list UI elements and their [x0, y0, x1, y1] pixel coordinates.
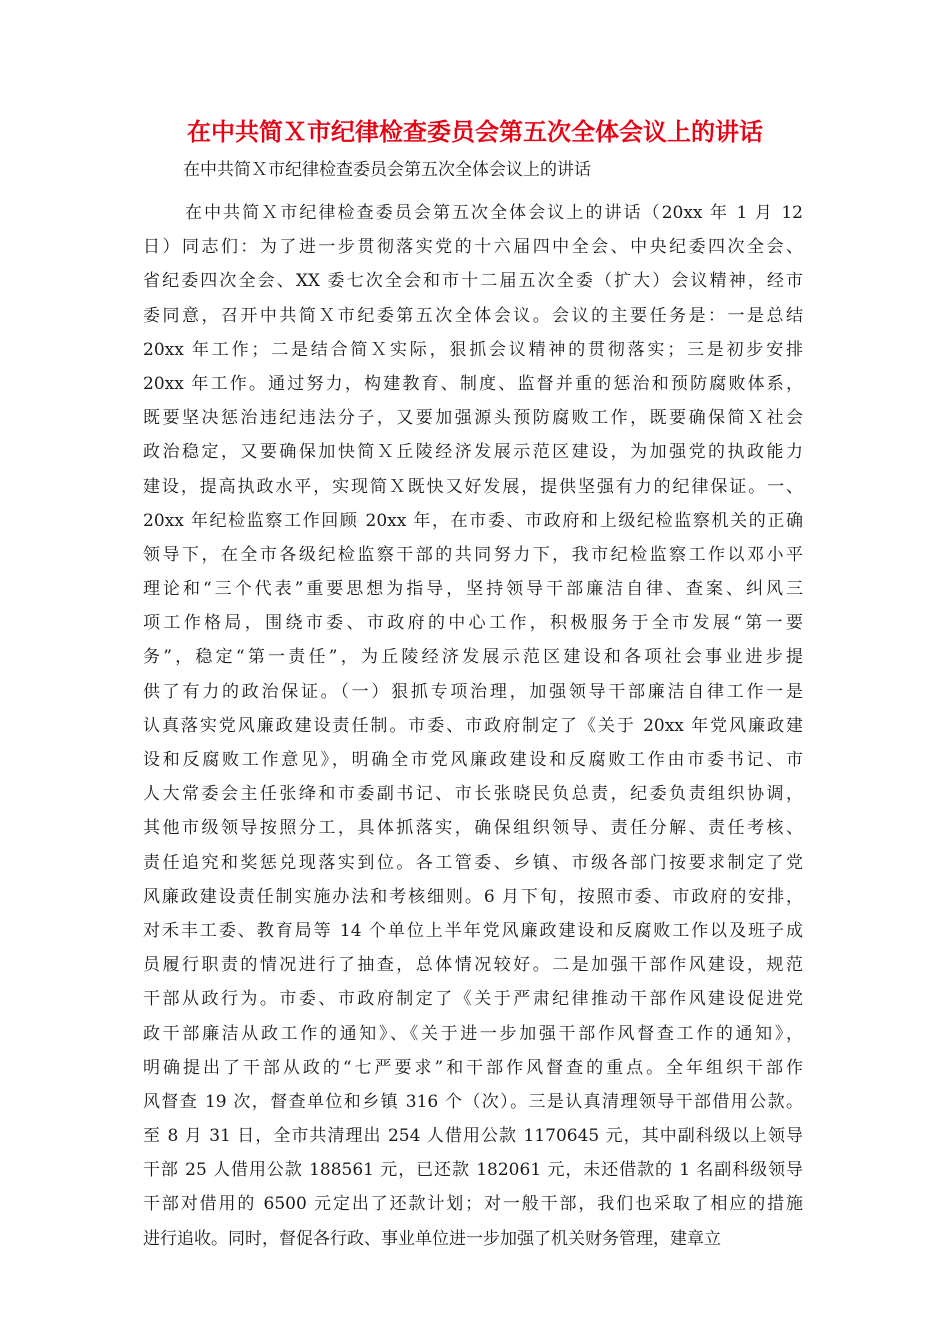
body-line: 20xx 年纪检监察工作回顾 20xx 年，在市委、市政府和上级纪检监察机关的正确 — [143, 510, 803, 531]
body-line: 风督查 19 次，督查单位和乡镇 316 个（次）。三是认真清理领导干部借用公款。 — [143, 1091, 803, 1112]
body-line: 对禾丰工委、教育局等 14 个单位上半年党风廉政建设和反腐败工作以及班子成 — [143, 920, 803, 941]
body-line: 日）同志们：为了进一步贯彻落实党的十六届四中全会、中央纪委四次全会、 — [143, 237, 803, 258]
body-line: 在中共简Ｘ市纪律检查委员会第五次全体会议上的讲话（20xx 年 1 月 12 — [185, 203, 803, 223]
body-line: 干部 25 人借用公款 188561 元，已还款 182061 元，未还借款的 1 名副科级领导 — [143, 1160, 803, 1181]
body-line: 省纪委四次全会、XX 委七次全会和市十二届五次全委（扩大）会议精神，经市 — [143, 271, 803, 292]
body-line: 政治稳定，又要确保加快简Ｘ丘陵经济发展示范区建设，为加强党的执政能力 — [143, 442, 803, 463]
body-line: 其他市级领导按照分工，具体抓落实，确保组织领导、责任分解、责任考核、 — [143, 818, 803, 839]
body-line: 干部从政行为。市委、市政府制定了《关于严肃纪律推动干部作风建设促进党 — [143, 989, 803, 1010]
document-body — [143, 196, 803, 1256]
document-title: 在中共简Ｘ市纪律检查委员会第五次全体会议上的讲话 — [187, 118, 763, 146]
body-line: 理论和“三个代表”重要思想为指导，坚持领导干部廉洁自律、查案、纠风三 — [143, 579, 803, 600]
body-line: 人大常委会主任张绛和市委副书记、市长张晓民负总责，纪委负责组织协调， — [143, 784, 803, 805]
body-line: 领导下，在全市各级纪检监察干部的共同努力下，我市纪检监察工作以邓小平 — [143, 544, 803, 565]
body-line: 干部对借用的 6500 元定出了还款计划；对一般干部，我们也采取了相应的措施 — [143, 1194, 803, 1215]
body-line: 进行追收。同时，督促各行政、事业单位进一步加强了机关财务管理，建章立 — [143, 1228, 721, 1249]
body-line: 委同意，召开中共简Ｘ市纪委第五次全体会议。会议的主要任务是：一是总结 — [143, 305, 803, 326]
body-line: 风廉政建设责任制实施办法和考核细则。6 月下旬，按照市委、市政府的安排， — [143, 886, 803, 907]
body-line: 员履行职责的情况进行了抽查，总体情况较好。二是加强干部作风建设，规范 — [143, 955, 803, 976]
body-line: 认真落实党风廉政建设责任制。市委、市政府制定了《关于 20xx 年党风廉政建 — [143, 715, 803, 736]
body-line: 既要坚决惩治违纪违法分子，又要加强源头预防腐败工作，既要确保简Ｘ社会 — [143, 408, 803, 429]
body-line: 20xx 年工作。通过努力，构建教育、制度、监督并重的惩治和预防腐败体系， — [143, 373, 803, 394]
document-subtitle: 在中共简Ｘ市纪律检查委员会第五次全体会议上的讲话 — [183, 160, 591, 180]
body-line: 明确提出了干部从政的“七严要求”和干部作风督查的重点。全年组织干部作 — [143, 1057, 803, 1078]
body-line: 供了有力的政治保证。（一）狠抓专项治理，加强领导干部廉洁自律工作一是 — [143, 681, 803, 702]
body-line: 建设，提高执政水平，实现简Ｘ既快又好发展，提供坚强有力的纪律保证。一、 — [143, 476, 803, 497]
body-line: 责任追究和奖惩兑现落实到位。各工管委、乡镇、市级各部门按要求制定了党 — [143, 852, 803, 873]
body-line: 设和反腐败工作意见》，明确全市党风廉政建设和反腐败工作由市委书记、市 — [143, 750, 803, 770]
body-line: 20xx 年工作；二是结合简Ｘ实际，狠抓会议精神的贯彻落实；三是初步安排 — [143, 339, 803, 360]
body-line: 至 8 月 31 日，全市共清理出 254 人借用公款 1170645 元，其中副科级以上领导 — [143, 1126, 803, 1147]
body-line: 项工作格局，围绕市委、市政府的中心工作，积极服务于全市发展“第一要 — [143, 613, 803, 634]
body-line: 务”，稳定“第一责任”，为丘陵经济发展示范区建设和各项社会事业进步提 — [143, 647, 803, 668]
body-line: 政干部廉洁从政工作的通知》、《关于进一步加强干部作风督查工作的通知》， — [143, 1023, 803, 1044]
